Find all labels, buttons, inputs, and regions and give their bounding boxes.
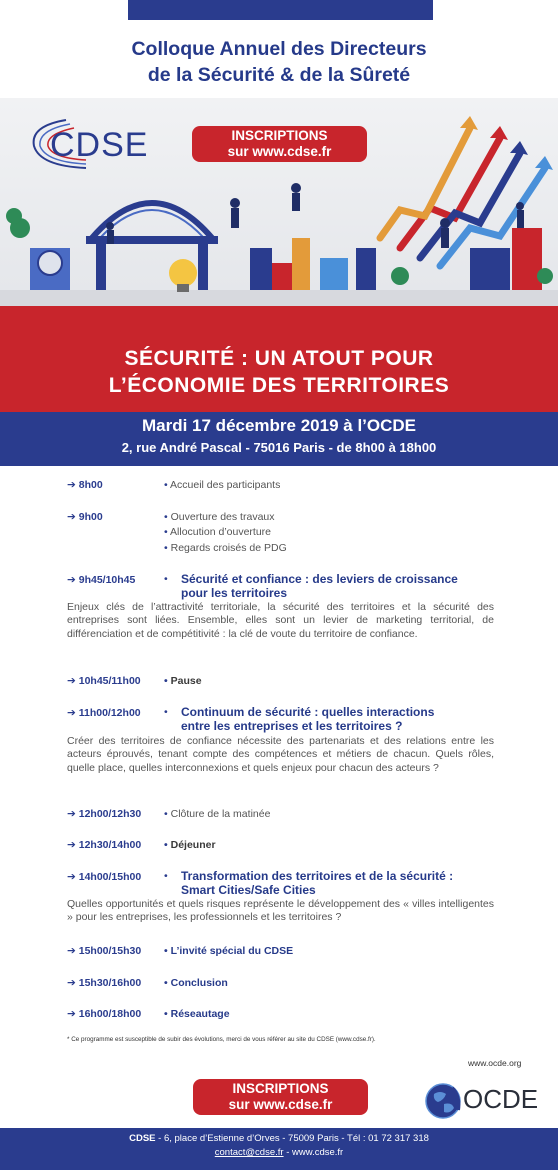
arrow-right-icon: ➔ bbox=[67, 574, 76, 586]
arrow-right-icon: ➔ bbox=[67, 839, 76, 851]
bullet-icon: • bbox=[164, 839, 168, 851]
arrow-right-icon: ➔ bbox=[67, 675, 76, 687]
program-time-11h00: ➔ 11h00/12h00 bbox=[67, 707, 141, 719]
session-description: Quelles opportunités et quels risques représente le développement des « villes intelligentes » pour les entreprises, les professionnels et les territoires ? bbox=[67, 898, 494, 924]
footer-org: CDSE bbox=[129, 1133, 156, 1144]
arrow-right-icon: ➔ bbox=[67, 808, 76, 820]
title-line-1: Colloque Annuel des Directeurs bbox=[131, 38, 427, 60]
bullet-icon: • bbox=[164, 977, 168, 989]
program-time-12h00: ➔ 12h00/12h30 bbox=[67, 808, 142, 820]
website-text: - www.cdse.fr bbox=[283, 1147, 344, 1158]
footer-contact bbox=[0, 1147, 558, 1158]
program-item: • Déjeuner bbox=[164, 839, 216, 851]
ocde-link[interactable]: www.ocde.org bbox=[468, 1058, 522, 1068]
session-title: Sécurité et confiance : des leviers de croissance pour les territoires bbox=[181, 572, 458, 600]
arrow-right-icon: ➔ bbox=[67, 977, 76, 989]
program-item: • Ouverture des travaux bbox=[164, 511, 275, 523]
bullet-icon: • bbox=[164, 526, 168, 538]
bullet-icon: • bbox=[164, 479, 168, 491]
register-button-url: sur www.cdse.fr bbox=[228, 1097, 333, 1112]
program-item: • Réseautage bbox=[164, 1008, 230, 1020]
register-button-label: INSCRIPTIONS bbox=[232, 1081, 329, 1096]
top-accent-bar bbox=[128, 0, 433, 20]
bullet-icon: • bbox=[164, 1008, 168, 1020]
program-time-9h45: ➔ 9h45/10h45 bbox=[67, 574, 136, 586]
arrow-right-icon: ➔ bbox=[67, 945, 76, 957]
bullet-icon: • bbox=[164, 511, 168, 523]
theme-title bbox=[0, 345, 558, 399]
register-button-url: sur www.cdse.fr bbox=[227, 144, 332, 159]
program-time-10h45: ➔ 10h45/11h00 bbox=[67, 675, 141, 687]
bullet-icon: • bbox=[164, 945, 168, 957]
ocde-logo: OCDE bbox=[463, 1084, 539, 1114]
bullet-icon: • bbox=[164, 542, 168, 554]
program-time-8h00: ➔ 8h00 bbox=[67, 479, 103, 491]
session-description: Enjeux clés de l’attractivité territoriale, la sécurité des territoires et la sécurité des entreprises sont liées. Ensemble, elles sont un levier de marketing territorial, de différenciation et de compétitivité : la clé de voute du territoire de confiance. bbox=[67, 601, 494, 640]
theme-line-1: SÉCURITÉ : UN ATOUT POUR bbox=[124, 347, 434, 370]
cdse-logo: CDSE bbox=[50, 126, 149, 164]
arrow-right-icon: ➔ bbox=[67, 871, 76, 883]
footer-address-text: - 6, place d’Estienne d’Orves - 75009 Paris - Tél : 01 72 317 318 bbox=[155, 1133, 429, 1144]
title-line-2: de la Sécurité & de la Sûreté bbox=[147, 64, 411, 86]
arrow-right-icon: ➔ bbox=[67, 1008, 76, 1020]
globe-icon bbox=[424, 1082, 462, 1120]
email-link[interactable]: contact@cdse.fr bbox=[214, 1147, 284, 1158]
arrow-right-icon: ➔ bbox=[67, 707, 76, 719]
program-item: • Pause bbox=[164, 675, 202, 687]
page-title bbox=[0, 36, 558, 88]
program-time-16h00: ➔ 16h00/18h00 bbox=[67, 1008, 142, 1020]
footer-address bbox=[0, 1133, 558, 1144]
program-disclaimer: * Ce programme est susceptible de subir des évolutions, merci de vous référer au site du CDSE (www.cdse.fr). bbox=[67, 1036, 376, 1043]
session-title: Transformation des territoires et de la sécurité : Smart Cities/Safe Cities bbox=[181, 869, 454, 897]
program-time-12h30: ➔ 12h30/14h00 bbox=[67, 839, 142, 851]
bullet-icon: • bbox=[164, 870, 168, 882]
register-button-top[interactable] bbox=[192, 126, 367, 162]
bullet-icon: • bbox=[164, 706, 168, 718]
program-time-15h00: ➔ 15h00/15h30 bbox=[67, 945, 142, 957]
bullet-icon: • bbox=[164, 675, 168, 687]
program-item: • Accueil des participants bbox=[164, 479, 281, 491]
register-button-label: INSCRIPTIONS bbox=[231, 128, 328, 143]
bullet-icon: • bbox=[164, 808, 168, 820]
session-title: Continuum de sécurité : quelles interactions entre les entreprises et les territoires ? bbox=[181, 705, 435, 733]
arrow-right-icon: ➔ bbox=[67, 511, 76, 523]
session-description: Créer des territoires de confiance nécessite des partenariats et des relations entre les acteurs éprouvés, tenant compte des compétences et métiers de chacun. Quels rôles, quelle place, quelles interconnexions et quels enjeux pour chacun des acteurs ? bbox=[67, 735, 494, 774]
program-item: • Clôture de la matinée bbox=[164, 808, 271, 820]
program-time-14h00: ➔ 14h00/15h00 bbox=[67, 871, 142, 883]
program-time-9h00: ➔ 9h00 bbox=[67, 511, 103, 523]
arrow-right-icon: ➔ bbox=[67, 479, 76, 491]
register-button-bottom[interactable] bbox=[193, 1079, 368, 1115]
event-address: 2, rue André Pascal - 75016 Paris - de 8h00 à 18h00 bbox=[121, 440, 437, 455]
bullet-icon: • bbox=[164, 573, 168, 585]
program-time-15h30: ➔ 15h30/16h00 bbox=[67, 977, 142, 989]
program-item: • Conclusion bbox=[164, 977, 228, 989]
event-date: Mardi 17 décembre 2019 à l’OCDE bbox=[141, 416, 417, 435]
theme-line-2: L’ÉCONOMIE DES TERRITOIRES bbox=[108, 374, 450, 397]
program-item: • L’invité spécial du CDSE bbox=[164, 945, 294, 957]
program-item: • Allocution d’ouverture bbox=[164, 526, 272, 538]
program-item: • Regards croisés de PDG bbox=[164, 542, 287, 554]
